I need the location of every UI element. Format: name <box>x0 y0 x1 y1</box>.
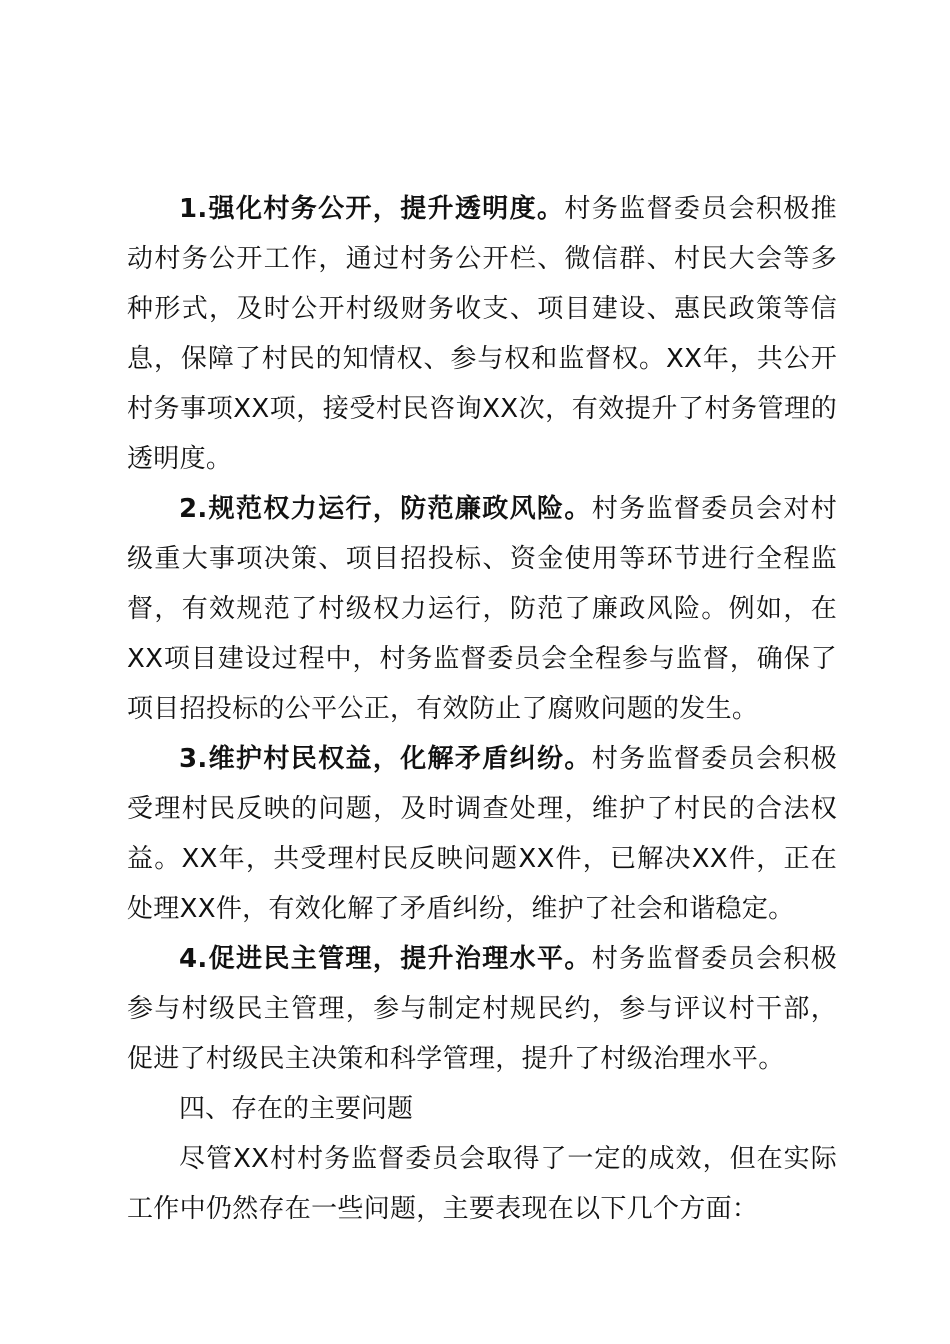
paragraph-3-lead: 3.维护村民权益，化解矛盾纠纷。 <box>179 744 592 774</box>
paragraph-4 <box>127 934 837 1084</box>
paragraph-4-lead: 4.促进民主管理，提升治理水平。 <box>179 944 592 974</box>
paragraph-2 <box>127 484 837 734</box>
paragraph-1-body: 村务监督委员会积极推动村务公开工作，通过村务公开栏、微信群、村民大会等多种形式，及时公开村级财务收支、项目建设、惠民政策等信息，保障了村民的知情权、参与权和监督权。XX年，共公开村务事项XX项，接受村民咨询XX次，有效提升了村务管理的透明度。 <box>127 194 837 474</box>
paragraph-1-lead: 1.强化村务公开，提升透明度。 <box>179 194 565 224</box>
paragraph-4-body: 村务监督委员会积极参与村级民主管理，参与制定村规民约，参与评议村干部，促进了村级民主决策和科学管理，提升了村级治理水平。 <box>127 944 837 1074</box>
paragraph-3 <box>127 734 837 934</box>
paragraph-1 <box>127 184 837 484</box>
paragraph-2-lead: 2.规范权力运行，防范廉政风险。 <box>179 494 592 524</box>
section-heading: 四、存在的主要问题 <box>179 1094 414 1124</box>
closing-paragraph: 尽管XX村村务监督委员会取得了一定的成效，但在实际工作中仍然存在一些问题，主要表现在以下几个方面： <box>127 1144 837 1224</box>
paragraph-3-body: 村务监督委员会积极受理村民反映的问题，及时调查处理，维护了村民的合法权益。XX年，共受理村民反映问题XX件，已解决XX件，正在处理XX件，有效化解了矛盾纠纷，维护了社会和谐稳定。 <box>127 744 837 924</box>
paragraph-2-body: 村务监督委员会对村级重大事项决策、项目招投标、资金使用等环节进行全程监督，有效规范了村级权力运行，防范了廉政风险。例如，在XX项目建设过程中，村务监督委员会全程参与监督，确保了项目招投标的公平公正，有效防止了腐败问题的发生。 <box>127 494 837 724</box>
document-page <box>127 184 837 1234</box>
